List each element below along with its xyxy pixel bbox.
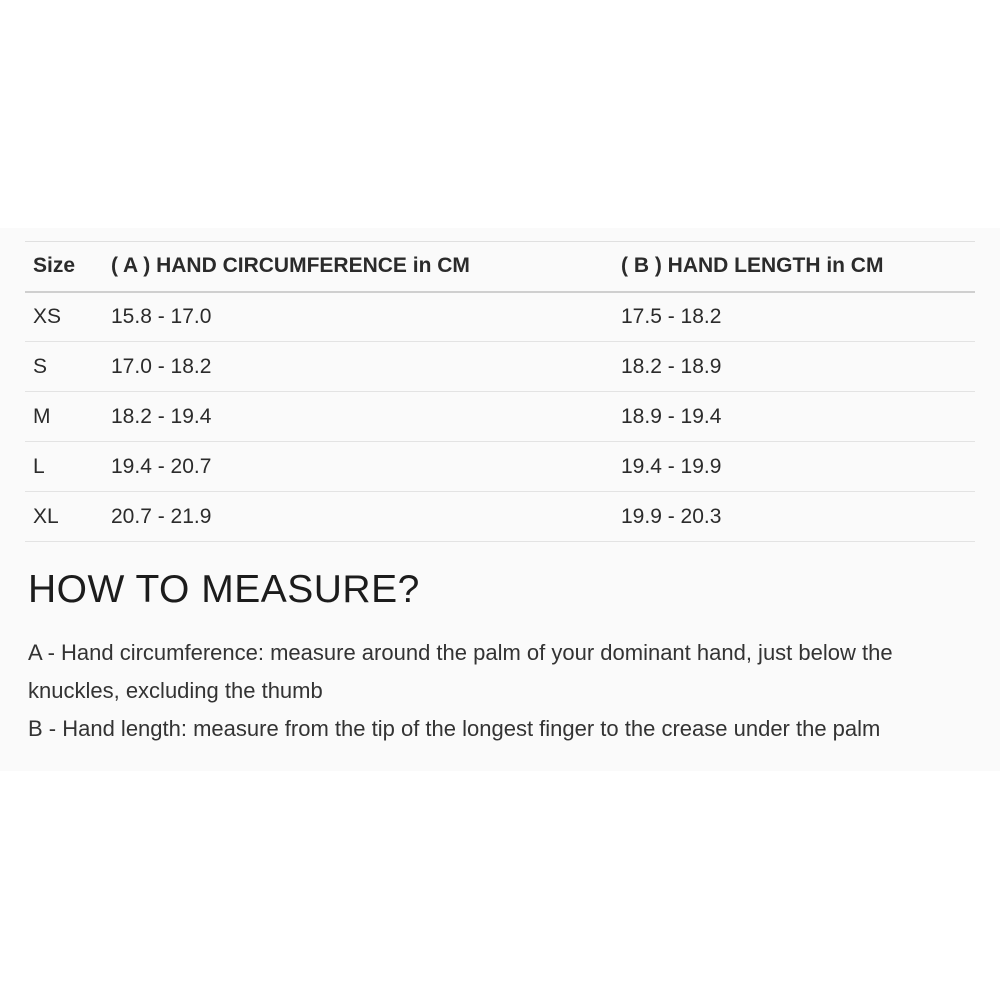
size-cell: S xyxy=(25,342,103,392)
length-cell: 19.9 - 20.3 xyxy=(613,492,975,542)
size-cell: XS xyxy=(25,292,103,342)
length-cell: 19.4 - 19.9 xyxy=(613,442,975,492)
size-guide-panel xyxy=(0,228,1000,771)
how-to-measure-heading: HOW TO MEASURE? xyxy=(28,568,420,611)
length-cell: 18.9 - 19.4 xyxy=(613,392,975,442)
circumference-cell: 19.4 - 20.7 xyxy=(103,442,613,492)
table-header-row xyxy=(25,242,975,292)
length-cell: 18.2 - 18.9 xyxy=(613,342,975,392)
instruction-hand-circumference: A - Hand circumference: measure around the palm of your dominant hand, just below the knuckles, excluding the thumb xyxy=(28,640,893,703)
size-chart-table xyxy=(25,241,975,542)
table-row xyxy=(25,392,975,442)
circumference-cell: 20.7 - 21.9 xyxy=(103,492,613,542)
table-row xyxy=(25,492,975,542)
instruction-hand-length: B - Hand length: measure from the tip of the longest finger to the crease under the palm xyxy=(28,716,881,741)
circumference-cell: 17.0 - 18.2 xyxy=(103,342,613,392)
circumference-cell: 18.2 - 19.4 xyxy=(103,392,613,442)
column-header-hand-length: ( B ) HAND LENGTH in CM xyxy=(613,242,975,292)
table-row xyxy=(25,292,975,342)
circumference-cell: 15.8 - 17.0 xyxy=(103,292,613,342)
table-row xyxy=(25,342,975,392)
size-cell: XL xyxy=(25,492,103,542)
table-row xyxy=(25,442,975,492)
measure-instructions xyxy=(28,634,980,748)
column-header-size: Size xyxy=(25,242,103,292)
size-cell: M xyxy=(25,392,103,442)
column-header-hand-circumference: ( A ) HAND CIRCUMFERENCE in CM xyxy=(103,242,613,292)
length-cell: 17.5 - 18.2 xyxy=(613,292,975,342)
size-cell: L xyxy=(25,442,103,492)
